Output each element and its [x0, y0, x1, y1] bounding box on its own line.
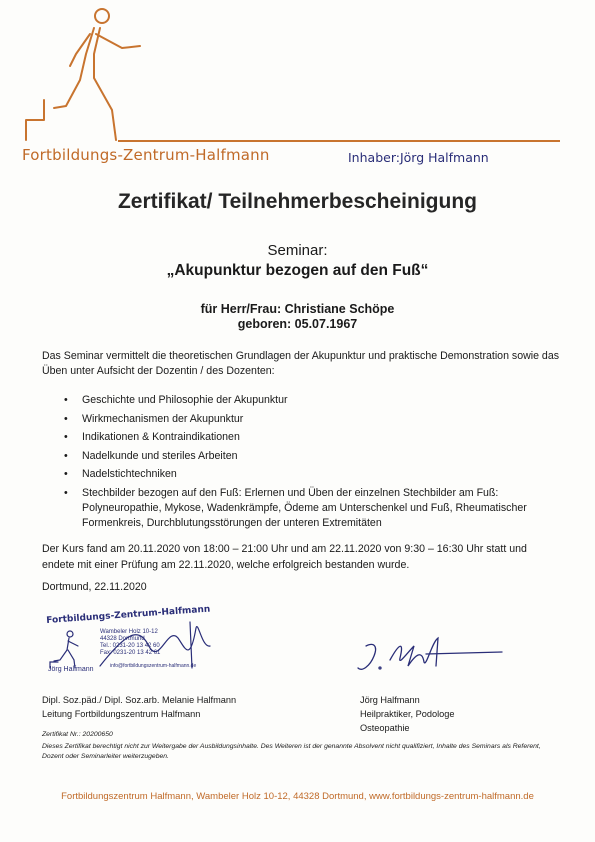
certificate-number: Zertifikat Nr.: 20200650	[42, 731, 113, 738]
topic-text: Wirkmechanismen der Akupunktur	[82, 412, 244, 425]
company-stamp	[40, 604, 230, 678]
list-item	[62, 449, 552, 464]
stamp-email: info@fortbildungszentrum-halfmann.de	[110, 663, 197, 669]
brand-name: Fortbildungs-Zentrum-Halfmann	[22, 146, 270, 164]
stamp-name: Jörg Halfmann	[48, 666, 94, 673]
intro-paragraph: Das Seminar vermittelt die theoretischen Grundlagen der Akupunktur und praktische Demonstration sowie das Üben unter Aufsicht der Dozentin / des Dozenten:	[42, 350, 560, 377]
bullet-icon: •	[64, 468, 68, 481]
bullet-icon: •	[64, 449, 68, 462]
topic-list	[62, 393, 552, 535]
bullet-icon: •	[64, 486, 68, 499]
left-signatory-name: Dipl. Soz.päd./ Dipl. Soz.arb. Melanie Halfmann	[42, 695, 237, 705]
list-item	[62, 393, 552, 408]
topic-text: Nadelkunde und steriles Arbeiten	[82, 449, 238, 462]
footer-address: Fortbildungszentrum Halfmann, Wambeler Holz 10-12, 44328 Dortmund, www.fortbildungs-zentrum-halfmann.de	[61, 791, 534, 802]
right-signatory-role: Heilpraktiker, Podologe	[360, 709, 455, 719]
right-signatory-name: Jörg Halfmann	[360, 695, 420, 705]
owner-name: Inhaber:Jörg Halfmann	[348, 150, 489, 165]
topic-text: Stechbilder bezogen auf den Fuß: Erlernen und Üben der einzelnen Stechbilder am Fuß: Polyneuropathie, Mykose, Wadenkrämpfe, Ödeme am Unterschenkel und Fuß, Rheumatischer Formenkreis, Durchblutungsstörungen der unteren Extremitäten	[82, 486, 527, 529]
right-signatory-role-2: Osteopathie	[360, 723, 410, 733]
list-item	[62, 486, 552, 531]
bullet-icon: •	[64, 394, 68, 406]
left-signatory-role: Leitung Fortbildungszentrum Halfmann	[42, 709, 201, 719]
stamp-address: Wambeler Holz 10-12 44328 Dortmund Tel.: 0231-20 13 42 60 Fax: 0231-20 13 42 61	[100, 629, 161, 656]
bullet-icon: •	[64, 431, 68, 444]
birth-date: geboren: 05.07.1967	[237, 317, 358, 331]
list-item	[62, 412, 552, 427]
course-paragraph: Der Kurs fand am 20.11.2020 von 18:00 – 21:00 Uhr und am 22.11.2020 von 9:30 – 16:30 Uhr statt und endete mit einer Prüfung am 22.11.2020, welche erfolgreich bestanden wurde.	[42, 543, 527, 571]
topic-text: Geschichte und Philosophie der Akupunktur	[82, 394, 288, 406]
seminar-label: Seminar:	[267, 242, 328, 259]
list-item	[62, 430, 552, 445]
recipient-line: für Herr/Frau: Christiane Schöpe	[200, 302, 395, 316]
place-date: Dortmund, 22.11.2020	[42, 581, 147, 593]
list-item	[62, 467, 552, 482]
handwritten-signature-icon	[352, 632, 522, 682]
bullet-icon: •	[64, 412, 68, 425]
topic-text: Indikationen & Kontraindikationen	[82, 431, 240, 444]
seminar-name: „Akupunktur bezogen auf den Fuß“	[166, 262, 429, 279]
right-signatory	[360, 693, 454, 735]
left-signatory	[42, 693, 236, 721]
runner-on-steps-logo-icon	[24, 2, 149, 142]
certificate-title: Zertifikat/ Teilnehmerbescheinigung	[117, 190, 477, 213]
stamp-title: Fortbildungs-Zentrum-Halfmann	[46, 604, 211, 626]
header-rule	[118, 140, 560, 142]
topic-text: Nadelstichtechniken	[82, 468, 177, 481]
disclaimer: Dieses Zertifikat berechtigt nicht zur Weitergabe der Ausbildungsinhalte. Des Weiteren ist der genannte Absolvent nicht qualifiziert, Inhalte des Seminars als Referent, Dozent oder Seminarleiter weiterzugeben.	[42, 743, 541, 760]
